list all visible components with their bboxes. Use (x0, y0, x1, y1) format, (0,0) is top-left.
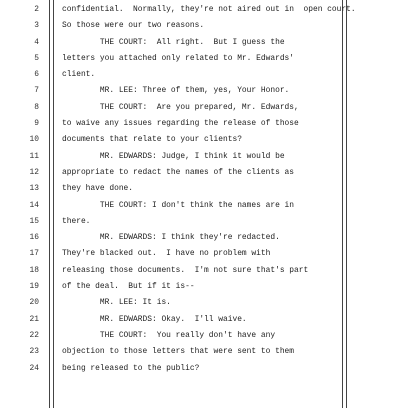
line-text: documents that relate to your clients? (62, 135, 242, 145)
line-text: of the deal. But if it is-- (62, 282, 195, 292)
transcript-line (0, 132, 400, 148)
transcript-line (0, 165, 400, 181)
line-number: 21 (29, 314, 39, 324)
line-number: 7 (34, 86, 39, 96)
line-number: 13 (29, 184, 39, 194)
line-number: 3 (34, 21, 39, 31)
line-text: THE COURT: You really don't have any (62, 330, 276, 340)
line-text: appropriate to redact the names of the clients as (62, 167, 295, 177)
line-text: THE COURT: All right. But I guess the (62, 37, 285, 47)
line-text: MR. EDWARDS: Okay. I'll waive. (62, 314, 247, 324)
line-text: client. (62, 70, 96, 80)
transcript-line (0, 35, 400, 51)
line-text: THE COURT: Are you prepared, Mr. Edwards, (62, 102, 299, 112)
line-text: being released to the public? (62, 363, 200, 373)
transcript-line (0, 83, 400, 99)
line-text: they have done. (62, 184, 134, 194)
line-number: 14 (29, 200, 39, 210)
line-number: 19 (29, 282, 39, 292)
line-text: letters you attached only related to Mr. Edwards' (62, 53, 295, 63)
transcript-line (0, 51, 400, 67)
line-number: 15 (29, 216, 39, 226)
transcript-line (0, 279, 400, 295)
transcript-line (0, 312, 400, 328)
transcript-line (0, 344, 400, 360)
line-text: releasing those documents. I'm not sure that's part (62, 265, 309, 275)
line-text: objection to those letters that were sent to them (62, 347, 295, 357)
line-number: 16 (29, 233, 39, 243)
line-number: 10 (29, 135, 39, 145)
transcript-line (0, 230, 400, 246)
line-number: 20 (29, 298, 39, 308)
transcript-line (0, 67, 400, 83)
line-text: THE COURT: I don't think the names are in (62, 200, 295, 210)
line-text: MR. EDWARDS: Judge, I think it would be (62, 151, 285, 161)
transcript-line (0, 149, 400, 165)
transcript-line (0, 361, 400, 377)
line-number: 23 (29, 347, 39, 357)
transcript-lines (0, 2, 400, 377)
transcript-line (0, 116, 400, 132)
line-number: 6 (34, 70, 39, 80)
transcript-line (0, 2, 400, 18)
transcript-line (0, 246, 400, 262)
transcript-line (0, 18, 400, 34)
line-text: to waive any issues regarding the release of those (62, 119, 299, 129)
line-text: MR. LEE: Three of them, yes, Your Honor. (62, 86, 290, 96)
transcript-line (0, 263, 400, 279)
line-text: So those were our two reasons. (62, 21, 205, 31)
line-number: 11 (29, 151, 39, 161)
line-number: 4 (34, 37, 39, 47)
line-number: 22 (29, 330, 39, 340)
line-text: there. (62, 216, 91, 226)
transcript-line (0, 328, 400, 344)
line-text: confidential. Normally, they're not aired out in open court. (62, 5, 356, 14)
line-number: 9 (34, 119, 39, 129)
line-number: 18 (29, 265, 39, 275)
line-number: 5 (34, 53, 39, 63)
transcript-line (0, 100, 400, 116)
line-text: MR. LEE: It is. (62, 298, 171, 308)
transcript-line (0, 214, 400, 230)
transcript-line (0, 295, 400, 311)
line-text: They're blacked out. I have no problem with (62, 249, 271, 259)
transcript-line (0, 181, 400, 197)
line-number: 24 (29, 363, 39, 373)
line-text: MR. EDWARDS: I think they're redacted. (62, 233, 280, 243)
line-number: 8 (34, 102, 39, 112)
line-number: 12 (29, 167, 39, 177)
transcript-line (0, 198, 400, 214)
line-number: 2 (34, 5, 39, 14)
line-number: 17 (29, 249, 39, 259)
